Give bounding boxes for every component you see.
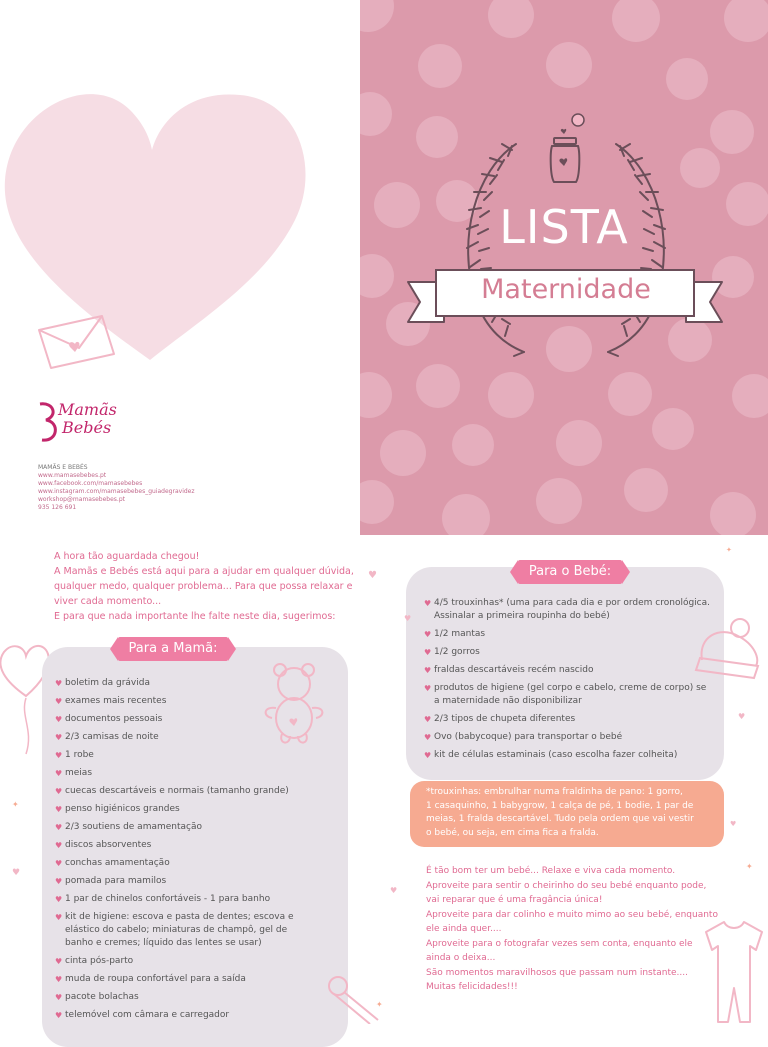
polka-dot	[710, 492, 756, 535]
mama-heading: Para a Mamã:	[118, 637, 228, 661]
heart-bullet-icon: ♥	[55, 877, 63, 886]
list-item: ♥ cuecas descartáveis e normais (tamanho grande)	[55, 786, 289, 796]
polka-dot	[724, 0, 768, 42]
list-item: ♥ cinta pós-parto	[55, 956, 134, 966]
heart-icon: ♥	[404, 614, 412, 623]
heart-bullet-icon: ♥	[424, 630, 432, 639]
heart-bullet-icon: ♥	[55, 913, 63, 922]
heart-bullet-icon: ♥	[55, 715, 63, 724]
heart-bullet-icon: ♥	[55, 975, 63, 984]
bebe-checklist	[424, 597, 714, 767]
star-icon: ✦	[376, 1000, 383, 1009]
heart-bullet-icon: ♥	[424, 599, 432, 608]
closing-line: Aproveite para sentir o cheirinho do seu bebé enquanto pode,	[426, 880, 707, 891]
contact-brand: MAMÃS E BEBÉS	[38, 464, 88, 471]
heart-bullet-icon: ♥	[55, 957, 63, 966]
note-line: meias, 1 fralda descartável. Tudo pela ordem que vai vestir	[426, 814, 694, 824]
star-icon: ✦	[746, 862, 753, 871]
heart-bullet-icon: ♥	[424, 715, 432, 724]
intro-text	[54, 549, 354, 624]
note-text	[426, 786, 716, 840]
heart-bullet-icon: ♥	[424, 666, 432, 675]
list-item: ♥ meias	[55, 768, 93, 778]
beanie-icon	[692, 614, 768, 680]
list-item: ♥ 2/3 camisas de noite	[55, 732, 159, 742]
list-item: ♥ 1 par de chinelos confortáveis - 1 para banho	[55, 894, 271, 904]
closing-line: São momentos maravilhosos que passam num instante....	[426, 967, 688, 978]
heart-bullet-icon: ♥	[55, 733, 63, 742]
heart-icon: ♥	[390, 886, 398, 895]
bebe-heading: Para o Bebé:	[518, 560, 622, 584]
heart-bullet-icon: ♥	[55, 823, 63, 832]
heart-bullet-icon: ♥	[424, 684, 432, 693]
list-item: ♥ penso higiénicos grandes	[55, 804, 180, 814]
star-icon: ✦	[726, 546, 732, 554]
polka-dot	[612, 0, 660, 42]
envelope-icon	[34, 312, 120, 372]
onesie-icon	[700, 918, 768, 1024]
heart-bullet-icon: ♥	[55, 993, 63, 1002]
intro-line: qualquer medo, qualquer problema... Para que possa relaxar e	[54, 581, 353, 592]
contact-facebook[interactable]: www.facebook.com/mamasebebes	[38, 480, 143, 487]
contact-instagram[interactable]: www.instagram.com/mamasebebes_guiadegravidez	[38, 488, 195, 495]
polka-dot	[360, 480, 394, 524]
contact-phone: 935 126 691	[38, 504, 77, 511]
polka-dot	[488, 372, 534, 418]
polka-dot	[488, 0, 534, 38]
list-item: ♥ discos absorventes	[55, 840, 152, 850]
polka-dot	[452, 424, 494, 466]
list-item: ♥ telemóvel com câmara e carregador	[55, 1010, 230, 1020]
heart-bullet-icon: ♥	[55, 697, 63, 706]
star-icon: ✦	[12, 800, 19, 809]
list-item: ♥ kit de células estaminais (caso escolha fazer colheita)	[424, 750, 678, 760]
heart-bullet-icon: ♥	[55, 679, 63, 688]
list-item: ♥ conchas amamentação	[55, 858, 170, 868]
heart-bullet-icon: ♥	[55, 895, 63, 904]
closing-line: Aproveite para dar colinho e muito mimo ao seu bebé, enquanto	[426, 909, 718, 920]
logo-text-bebes: Bebés	[62, 418, 112, 437]
heart-icon: ♥	[12, 868, 21, 878]
heart-bullet-icon: ♥	[424, 751, 432, 760]
list-item: ♥ muda de roupa confortável para a saída	[55, 974, 246, 984]
closing-line: Aproveite para o fotografar vezes sem conta, enquanto ele	[426, 938, 693, 949]
logo-text-mamas: Mamãs	[58, 400, 117, 419]
list-item: ♥ fraldas descartáveis recém nascido	[424, 665, 594, 675]
intro-line: viver cada momento...	[54, 596, 162, 607]
list-item: ♥ 4/5 trouxinhas* (uma para cada dia e por ordem cronológica. Assinalar a primeira roupinha do bebé)	[424, 598, 711, 621]
list-item: ♥ 1 robe	[55, 750, 94, 760]
closing-line: É tão bom ter um bebé... Relaxe e viva cada momento.	[426, 866, 676, 876]
list-item: ♥ 2/3 soutiens de amamentação	[55, 822, 202, 832]
heart-bullet-icon: ♥	[55, 787, 63, 796]
safety-pin-icon	[326, 972, 386, 1024]
polka-dot	[556, 420, 602, 466]
polka-dot	[732, 374, 768, 418]
front-cover-panel	[360, 0, 768, 535]
polka-dot	[360, 372, 392, 418]
polka-dot	[652, 408, 694, 450]
heart-bullet-icon: ♥	[55, 751, 63, 760]
polka-dot	[710, 110, 754, 154]
closing-line: vai reparar que é uma fragância única!	[426, 895, 603, 905]
heart-bullet-icon: ♥	[55, 1011, 63, 1020]
heart-bullet-icon: ♥	[424, 648, 432, 657]
polka-dot	[380, 430, 426, 476]
cover-title: LISTA	[499, 200, 629, 254]
cover-subtitle: Maternidade	[481, 274, 651, 305]
polka-dot	[546, 42, 592, 88]
polka-dot	[624, 468, 668, 512]
contact-email[interactable]: workshop@mamasebebes.pt	[38, 496, 125, 503]
heart-bullet-icon: ♥	[55, 841, 63, 850]
closing-line: ainda o deixa...	[426, 953, 496, 963]
heart-bullet-icon: ♥	[55, 859, 63, 868]
intro-line: A Mamãs e Bebés está aqui para a ajudar em qualquer dúvida,	[54, 566, 354, 577]
list-item: ♥ pomada para mamilos	[55, 876, 167, 886]
heart-icon: ♥	[738, 712, 746, 721]
note-line: *trouxinhas: embrulhar numa fraldinha de pano: 1 gorro,	[426, 787, 683, 797]
mama-checklist	[55, 677, 315, 1027]
list-item: ♥ produtos de higiene (gel corpo e cabelo, creme de corpo) se a maternidade não disponibilizar	[424, 683, 707, 706]
polka-dot	[416, 364, 460, 408]
polka-dot	[442, 494, 490, 535]
list-item: ♥ boletim da grávida	[55, 678, 150, 688]
list-item: ♥ documentos pessoais	[55, 714, 163, 724]
closing-line: Muitas felicidades!!!	[426, 982, 518, 992]
contact-info	[38, 464, 195, 512]
heart-bullet-icon: ♥	[55, 769, 63, 778]
contact-website[interactable]: www.mamasebebes.pt	[38, 472, 107, 479]
intro-line: E para que nada importante lhe falte neste dia, sugerimos:	[54, 611, 336, 622]
polka-dot	[608, 372, 652, 416]
intro-line: A hora tão aguardada chegou!	[54, 551, 200, 562]
note-line: 1 casaquinho, 1 babygrow, 1 calça de pé, 1 bodie, 1 par de	[426, 800, 694, 811]
heart-bullet-icon: ♥	[55, 805, 63, 814]
list-item: ♥ pacote bolachas	[55, 992, 139, 1002]
polka-dot	[360, 0, 394, 32]
list-item: ♥ exames mais recentes	[55, 696, 167, 706]
list-item: ♥ 1/2 gorros	[424, 647, 480, 657]
polka-dot	[536, 478, 582, 524]
closing-text	[426, 864, 716, 995]
list-item: ♥ kit de higiene: escova e pasta de dentes; escova e elástico do cabelo; miniaturas de champô, gel de banho e cremes; líquido das lentes se usar)	[55, 912, 294, 948]
list-item: ♥ Ovo (babycoque) para transportar o bebé	[424, 732, 623, 742]
polka-dot	[418, 44, 462, 88]
closing-line: ele ainda quer....	[426, 924, 502, 934]
heart-bullet-icon: ♥	[424, 733, 432, 742]
polka-dot	[360, 92, 392, 136]
jar-icon	[544, 108, 588, 188]
heart-icon: ♥	[368, 570, 377, 581]
list-item: ♥ 1/2 mantas	[424, 629, 486, 639]
list-item: ♥ 2/3 tipos de chupeta diferentes	[424, 714, 576, 724]
heart-icon: ♥	[730, 820, 737, 828]
polka-dot	[360, 254, 394, 298]
polka-dot	[666, 58, 708, 100]
note-line: o bebé, ou seja, em cima fica a fralda.	[426, 827, 599, 838]
